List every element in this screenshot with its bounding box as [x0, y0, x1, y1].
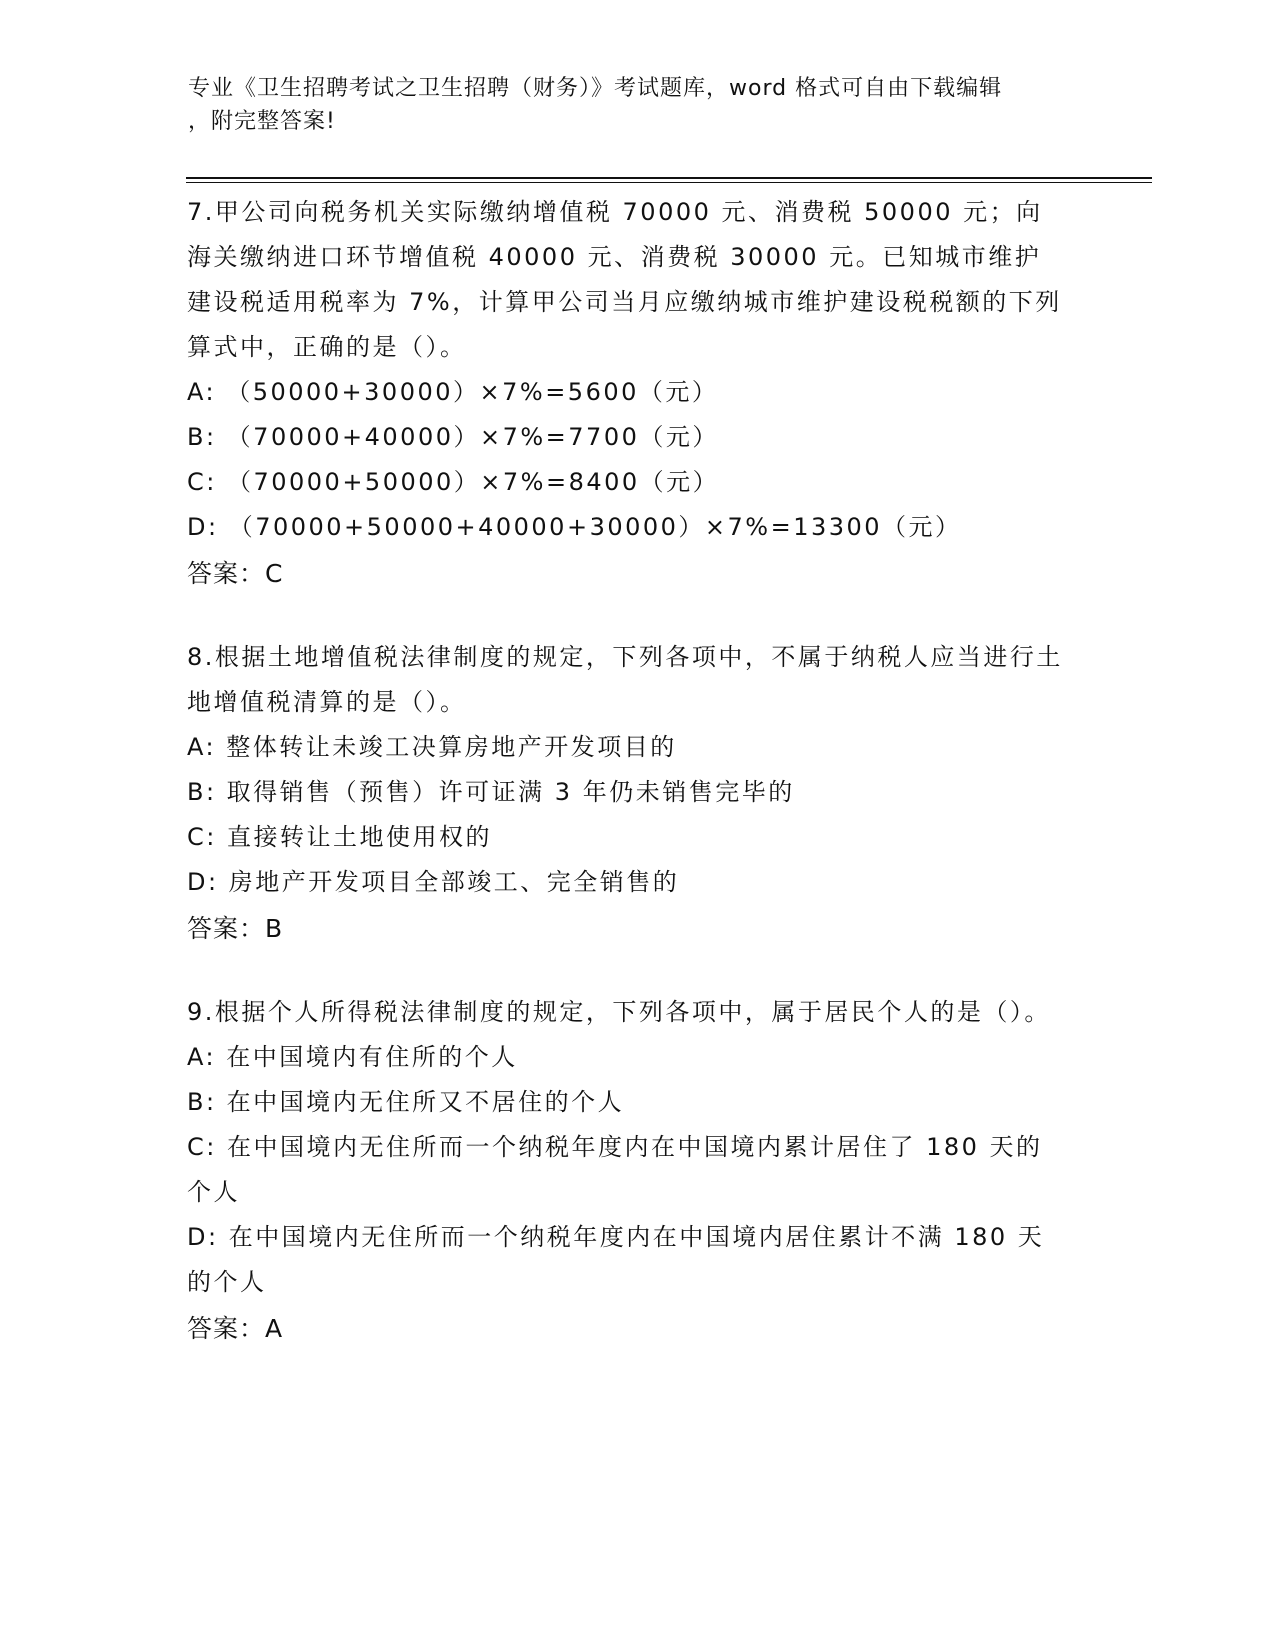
option-a: A: 整体转让未竣工决算房地产开发项目的 [187, 733, 677, 761]
option-d: D: 在中国境内无住所而一个纳税年度内在中国境内居住累计不满 180 天的个人 [187, 1223, 1045, 1296]
header-divider-thick [186, 177, 1152, 179]
option-b: B: （70000+40000）×7%=7700（元） [187, 423, 719, 451]
option-a: A: 在中国境内有住所的个人 [187, 1043, 518, 1071]
question-list [187, 190, 1067, 1390]
question-9 [187, 990, 1067, 1352]
option-d: D: （70000+50000+40000+30000）×7%=13300（元） [187, 513, 962, 541]
question-7 [187, 190, 1067, 597]
option-a: A: （50000+30000）×7%=5600（元） [187, 378, 719, 406]
answer-text: 答案：B [187, 914, 284, 943]
option-c: C: （70000+50000）×7%=8400（元） [187, 468, 720, 496]
answer-text: 答案：C [187, 559, 284, 588]
option-b: B: 取得销售（预售）许可证满 3 年仍未销售完毕的 [187, 778, 795, 806]
question-text: 7.甲公司向税务机关实际缴纳增值税 70000 元、消费税 50000 元；向海关缴纳进口环节增值税 40000 元、消费税 30000 元。已知城市维护建设税适用税率为 7%，计算甲公司当月应缴纳城市维护建设税税额的下列算式中，正确的是（）。 [187, 198, 1062, 361]
question-8 [187, 635, 1067, 952]
document-header [188, 72, 1068, 138]
option-c: C: 在中国境内无住所而一个纳税年度内在中国境内累计居住了 180 天的个人 [187, 1133, 1043, 1206]
header-line-2: ，附完整答案! [188, 109, 336, 134]
header-divider-thin [186, 182, 1152, 183]
question-text: 8.根据土地增值税法律制度的规定，下列各项中，不属于纳税人应当进行土地增值税清算的是（）。 [187, 643, 1063, 716]
option-b: B: 在中国境内无住所又不居住的个人 [187, 1088, 625, 1116]
answer-text: 答案：A [187, 1314, 284, 1343]
option-c: C: 直接转让土地使用权的 [187, 823, 492, 851]
header-line-1: 专业《卫生招聘考试之卫生招聘（财务）》考试题库，word 格式可自由下载编辑 [188, 76, 1003, 101]
question-text: 9.根据个人所得税法律制度的规定，下列各项中，属于居民个人的是（）。 [187, 998, 1051, 1026]
option-d: D: 房地产开发项目全部竣工、完全销售的 [187, 868, 680, 896]
